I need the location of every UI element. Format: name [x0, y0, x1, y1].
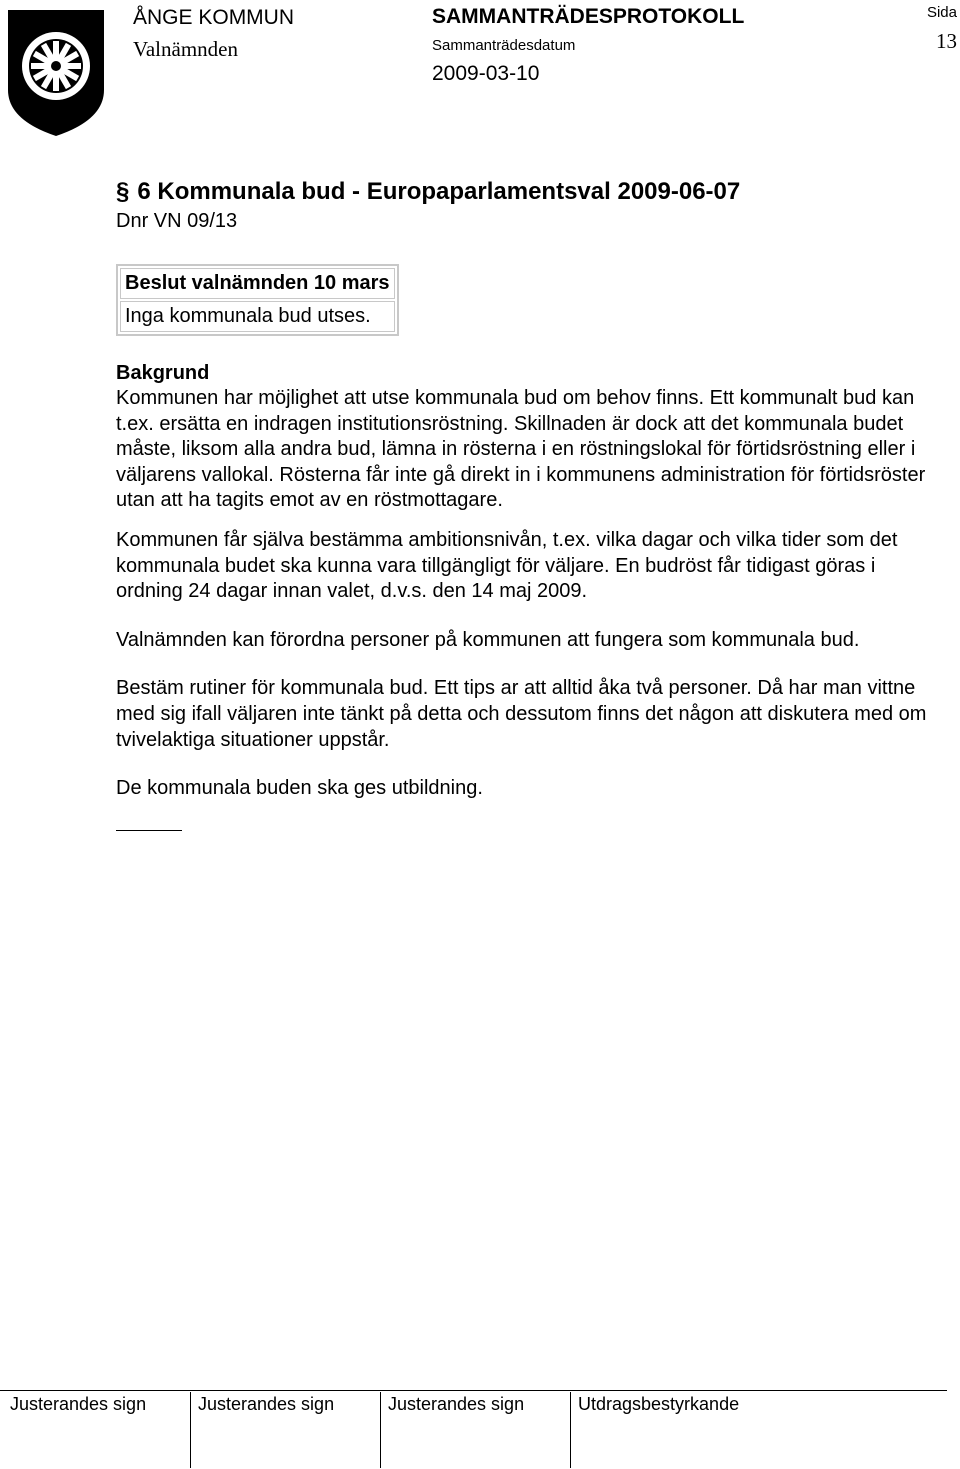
decision-heading: Beslut valnämnden 10 mars [120, 268, 395, 299]
paragraph-sign: § [116, 178, 130, 205]
section-title-text: 6 Kommunala bud - Europaparlamentsval 2009-06-07 [137, 178, 741, 205]
decision-text: Inga kommunala bud utses. [120, 301, 395, 332]
section-end-line [116, 830, 182, 831]
background-paragraph: De kommunala buden ska ges utbildning. [116, 777, 483, 800]
background-paragraph: Kommunen får själva bestämma ambitionsnivån, t.ex. vilka dagar och vilka tider som det kommunala budet ska kunna vara tillgängligt för väljare. En budröst får tidigast göras i ordning 24 dagar innan valet, d.v.s. den 14 maj 2009. [116, 528, 898, 603]
certification-field: Utdragsbestyrkande [570, 1392, 947, 1468]
page-number: 13 [936, 29, 957, 53]
background-paragraph: Kommunen har möjlighet att utse kommunala bud om behov finns. Ett kommunalt bud kan t.ex. ersätta en indragen institutionsröstning. Skillnaden är dock att det kommunala budet måste, liksom alla andra bud, lämna in rösterna i en röstningslokal för förtidsröstning eller i väljarens vallokal. Rösterna får inte gå direkt in i kommunens administration för förtidsröster utan att ha tagits emot av en röstmottagare. [116, 387, 926, 512]
decision-box [116, 264, 399, 336]
page-label: Sida [926, 4, 957, 21]
meeting-date: 2009-03-10 [432, 62, 540, 85]
municipality-name: ÅNGE KOMMUN [133, 6, 295, 29]
board-name: Valnämnden [133, 37, 238, 61]
municipal-logo-icon [6, 8, 106, 138]
section-title [116, 176, 946, 208]
case-number: Dnr VN 09/13 [116, 210, 238, 232]
protocol-section [116, 176, 946, 831]
signature-field: Justerandes sign [190, 1392, 380, 1468]
signature-field: Justerandes sign [380, 1392, 570, 1468]
meeting-date-label: Sammanträdesdatum [432, 37, 576, 54]
document-title: SAMMANTRÄDESPROTOKOLL [432, 5, 745, 28]
background-paragraph: Valnämnden kan förordna personer på kommunen att fungera som kommunala bud. [116, 628, 860, 651]
signature-field: Justerandes sign [10, 1394, 147, 1414]
background-paragraph: Bestäm rutiner för kommunala bud. Ett tips ar att alltid åka två personer. Då har man vittne med sig ifall väljaren inte tänkt på detta och dessutom finns det någon att diskutera med om tvivelaktiga situationer uppstår. [116, 677, 927, 751]
background-heading: Bakgrund [116, 362, 210, 384]
footer-rule [0, 1390, 947, 1391]
